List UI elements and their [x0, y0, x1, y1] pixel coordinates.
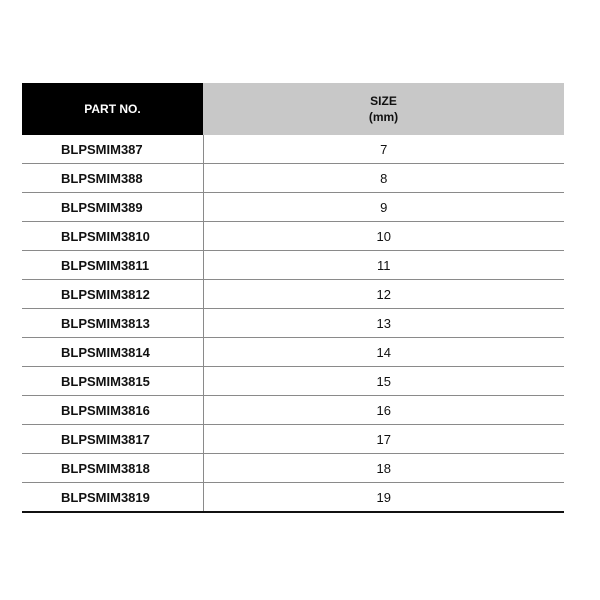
table-row: [22, 164, 564, 193]
part-number-cell: BLPSMIM3814: [22, 338, 203, 367]
size-cell: 11: [203, 251, 564, 280]
table-row: [22, 135, 564, 164]
header-row: [22, 83, 564, 135]
size-header-label: SIZE: [370, 94, 397, 108]
part-size-table: [22, 83, 564, 513]
part-number-cell: BLPSMIM3819: [22, 483, 203, 513]
size-cell: 16: [203, 396, 564, 425]
part-no-header: PART NO.: [22, 83, 203, 135]
table-row: [22, 309, 564, 338]
size-cell: 10: [203, 222, 564, 251]
part-number-cell: BLPSMIM388: [22, 164, 203, 193]
part-number-cell: BLPSMIM389: [22, 193, 203, 222]
part-number-cell: BLPSMIM3810: [22, 222, 203, 251]
size-cell: 12: [203, 280, 564, 309]
part-number-cell: BLPSMIM3815: [22, 367, 203, 396]
table-row: [22, 454, 564, 483]
size-cell: 15: [203, 367, 564, 396]
part-number-cell: BLPSMIM3813: [22, 309, 203, 338]
table-header: [22, 83, 564, 135]
table-row: [22, 338, 564, 367]
part-number-cell: BLPSMIM3816: [22, 396, 203, 425]
part-number-cell: BLPSMIM3811: [22, 251, 203, 280]
table-body: [22, 135, 564, 512]
table-row: [22, 251, 564, 280]
table-row: [22, 222, 564, 251]
table-row: [22, 396, 564, 425]
part-number-cell: BLPSMIM3818: [22, 454, 203, 483]
part-number-cell: BLPSMIM3817: [22, 425, 203, 454]
table-row: [22, 425, 564, 454]
size-cell: 9: [203, 193, 564, 222]
size-header: [203, 83, 564, 135]
table-row: [22, 483, 564, 513]
size-cell: 13: [203, 309, 564, 338]
size-cell: 17: [203, 425, 564, 454]
table-row: [22, 193, 564, 222]
size-cell: 14: [203, 338, 564, 367]
size-cell: 8: [203, 164, 564, 193]
size-cell: 7: [203, 135, 564, 164]
size-header-unit: (mm): [368, 110, 399, 124]
part-number-cell: BLPSMIM387: [22, 135, 203, 164]
size-cell: 18: [203, 454, 564, 483]
table-row: [22, 280, 564, 309]
size-cell: 19: [203, 483, 564, 513]
table-row: [22, 367, 564, 396]
part-number-cell: BLPSMIM3812: [22, 280, 203, 309]
